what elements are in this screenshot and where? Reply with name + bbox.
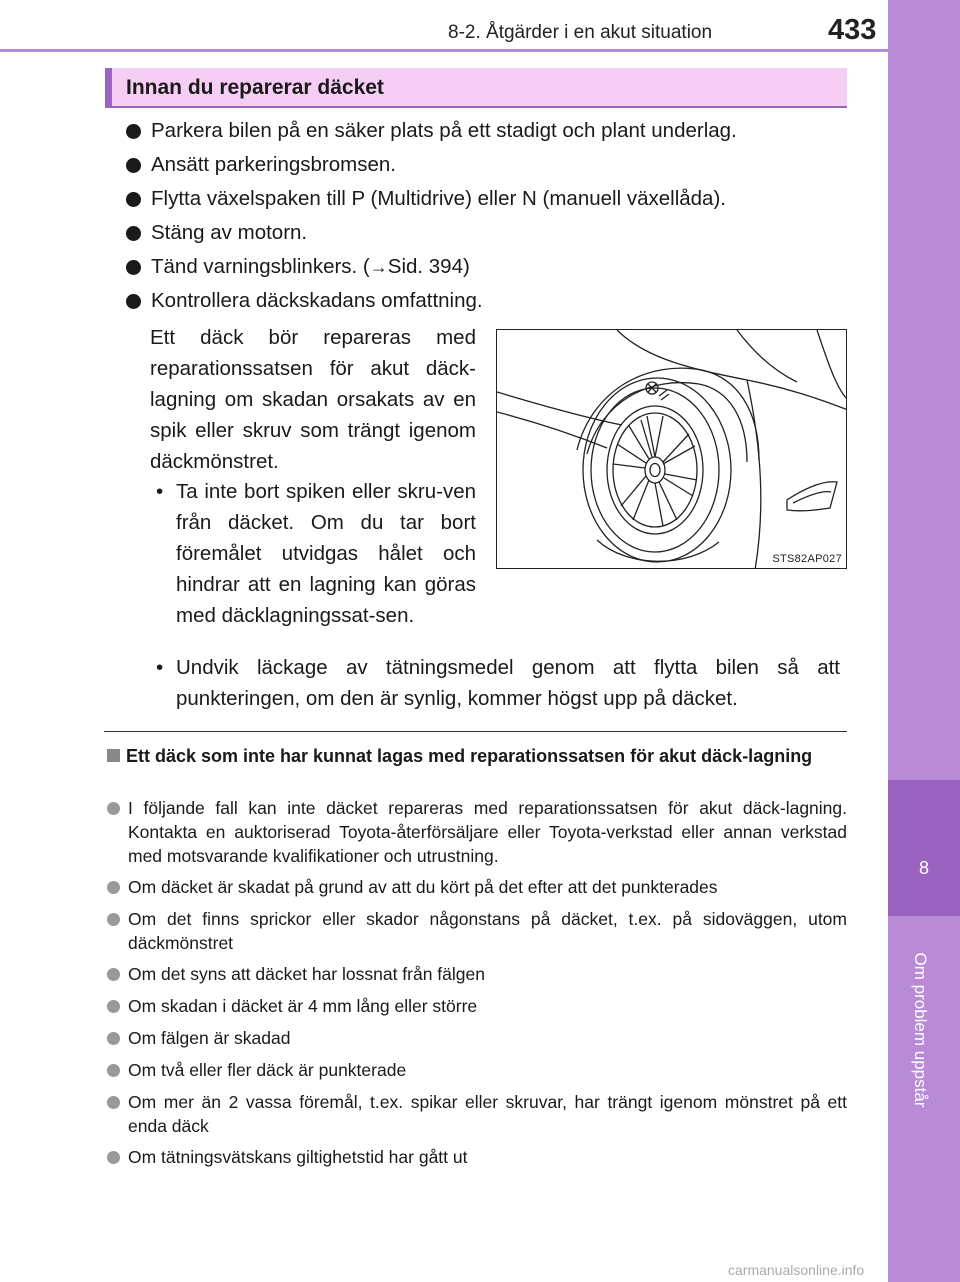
section-title: Innan du reparerar däcket: [126, 76, 384, 99]
sub-bullet-text: Undvik läckage av tätningsmedel genom att flytta bilen så att punkteringen, om den är synlig, kommer högst upp på däcket.: [176, 656, 840, 710]
arrow-icon: →: [369, 256, 388, 277]
list-item: [126, 216, 846, 250]
damage-paragraph: Ett däck bör repareras med reparationssatsen för akut däck-lagning om skadan orsakats av en spik eller skruv som trängt igenom däckmönstret.: [150, 326, 476, 473]
note-item-text: Om däcket är skadat på grund av att du kört på det efter att det punkterades: [128, 877, 718, 897]
chapter-label: Om problem uppstår: [911, 952, 930, 1108]
note-item-text: Om det syns att däcket har lossnat från fälgen: [128, 964, 485, 984]
note-item: [107, 796, 847, 868]
bullet-icon: [107, 1058, 128, 1083]
bullet-icon: [107, 875, 128, 900]
watermark: carmanualsonline.info: [728, 1262, 865, 1278]
list-item-hazard: [126, 250, 846, 284]
procedure-list: [126, 114, 846, 318]
list-item-text: Parkera bilen på en säker plats på ett stadigt och plant underlag.: [151, 119, 737, 142]
note-item: [107, 907, 847, 955]
chapter-number: 8: [918, 858, 929, 878]
bullet-icon: [107, 796, 128, 868]
note-item-text: Om skadan i däcket är 4 mm lång eller större: [128, 996, 478, 1016]
section-divider: [104, 731, 847, 732]
page-reference-link[interactable]: Sid. 394): [387, 255, 470, 278]
list-item: [126, 114, 846, 148]
note-item: [107, 1026, 847, 1051]
note-item: [107, 1145, 847, 1170]
list-item-text: Tänd varningsblinkers. (: [151, 255, 370, 278]
note-item-text: Om två eller fler däck är punkterade: [128, 1060, 407, 1080]
list-item: [126, 148, 846, 182]
note-item: [107, 962, 847, 987]
bullet-icon: [107, 994, 128, 1019]
running-header-section: 8-2. Åtgärder i en akut situation: [448, 22, 713, 43]
bullet-icon: [107, 907, 128, 955]
note-item: [107, 1090, 847, 1138]
note-heading: [107, 744, 847, 768]
bullet-icon: [126, 158, 141, 173]
sub-bullet-text: Ta inte bort spiken eller skru-ven från däcket. Om du tar bort föremålet utvidgas hålet och hindrar att en lagning kan göras med däcklagningssat-sen.: [176, 480, 476, 627]
list-item-text: Stäng av motorn.: [151, 221, 308, 244]
sub-bullet-icon: •: [156, 480, 164, 503]
page-number: 433: [828, 14, 877, 46]
section-heading-box: [105, 68, 847, 106]
bullet-icon: [126, 124, 141, 139]
section-heading-underline: [105, 106, 847, 108]
square-bullet-icon: [107, 749, 120, 762]
punctured-tire-illustration: [496, 329, 847, 569]
note-item: [107, 994, 847, 1019]
bullet-icon: [107, 1145, 128, 1170]
note-heading-text: Ett däck som inte har kunnat lagas med reparationssatsen för akut däck-lagning: [126, 746, 813, 766]
note-item: [107, 1058, 847, 1083]
bullet-icon: [126, 226, 141, 241]
sub-bullet: [150, 652, 840, 714]
list-item: [126, 284, 846, 318]
list-item-text: Ansätt parkeringsbromsen.: [151, 153, 396, 176]
bullet-icon: [107, 1090, 128, 1138]
note-item-text: Om fälgen är skadad: [128, 1028, 291, 1048]
tire-drawing-icon: [497, 330, 847, 569]
bullet-icon: [126, 192, 141, 207]
note-item-text: Om mer än 2 vassa föremål, t.ex. spikar eller skruvar, har trängt igenom mönstret på ett enda däck: [128, 1092, 847, 1136]
list-item-text: Kontrollera däckskadans omfattning.: [151, 289, 483, 312]
note-item-text: I följande fall kan inte däcket repareras med reparationssatsen för akut däck-lagning. Kontakta en auktoriserad Toyota-återförsäljare eller Toyota-verkstad eller annan verkstad med motsvarande kvalifikationer och utrustning.: [128, 798, 847, 866]
bullet-icon: [107, 962, 128, 987]
header-rule: [0, 49, 888, 52]
note-item-text: Om tätningsvätskans giltighetstid har gått ut: [128, 1147, 468, 1167]
chapter-number-box: [888, 780, 960, 916]
bullet-icon: [126, 294, 141, 309]
sub-bullet: [150, 476, 476, 631]
note-item: [107, 875, 847, 900]
note-list: [107, 796, 847, 1177]
note-item-text: Om det finns sprickor eller skador någonstans på däcket, t.ex. på sidoväggen, utom däckmönstret: [128, 909, 847, 953]
list-item: [126, 182, 846, 216]
list-item-text: Flytta växelspaken till P (Multidrive) eller N (manuell växellåda).: [151, 187, 726, 210]
bullet-icon: [126, 260, 141, 275]
sub-bullet-icon: •: [156, 656, 164, 679]
illustration-code: STS82AP027: [772, 553, 842, 565]
bullet-icon: [107, 1026, 128, 1051]
